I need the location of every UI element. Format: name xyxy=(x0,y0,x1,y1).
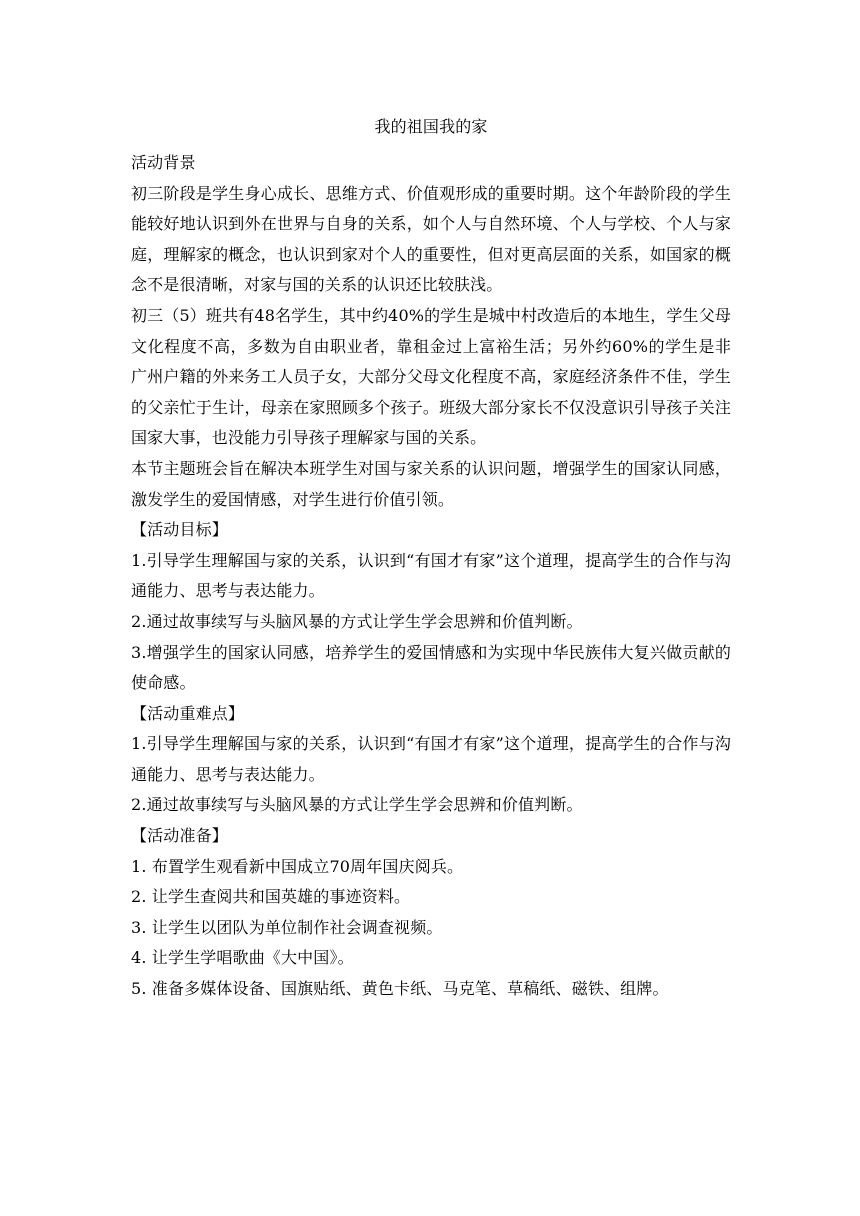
background-heading: 活动背景 xyxy=(131,153,196,172)
document-title: 我的祖国我的家 xyxy=(374,117,488,136)
goal-item: 2.通过故事续写与头脑风暴的方式让学生学会思辨和价值判断。 xyxy=(131,611,583,631)
prep-item: 3. 让学生以团队为单位制作社会调查视频。 xyxy=(131,917,443,937)
keypoint-item: 1.引导学生理解国与家的关系，认识到“有国才有家”这个道理，提高学生的合作与沟通能力、思考与表达能力。 xyxy=(131,734,731,784)
background-paragraph: 本节主题班会旨在解决本班学生对国与家关系的认识问题，增强学生的国家认同感，激发学生的爱国情感，对学生进行价值引领。 xyxy=(131,458,731,509)
goal-item: 1.引导学生理解国与家的关系，认识到“有国才有家”这个道理，提高学生的合作与沟通能力、思考与表达能力。 xyxy=(131,550,731,601)
background-paragraph: 初三阶段是学生身心成长、思维方式、价值观形成的重要时期。这个年龄阶段的学生能较好地认识到外在世界与自身的关系，如个人与自然环境、个人与学校、个人与家庭，理解家的概念，也认识到家对个人的重要性，但对更高层面的关系，如国家的概念不是很清晰，对家与国的关系的认识还比较肤浅。 xyxy=(131,183,731,295)
prep-item: 4. 让学生学唱歌曲《大中国》。 xyxy=(131,948,354,968)
prep-item: 2. 让学生查阅共和国英雄的事迹资料。 xyxy=(131,887,411,907)
document-page xyxy=(131,112,731,1005)
keypoints-heading: 【活动重难点】 xyxy=(131,703,245,723)
background-paragraph: 初三（5）班共有48名学生，其中约40%的学生是城中村改造后的本地生，学生父母文化程度不高，多数为自由职业者，靠租金过上富裕生活；另外约60%的学生是非广州户籍的外来务工人员子女，大部分父母文化程度不高，家庭经济条件不佳，学生的父亲忙于生计，母亲在家照顾多个孩子。班级大部分家长不仅没意识引导孩子关注国家大事，也没能力引导孩子理解家与国的关系。 xyxy=(131,305,731,448)
goal-item: 3.增强学生的国家认同感，培养学生的爱国情感和为实现中华民族伟大复兴做贡献的使命感。 xyxy=(131,642,731,693)
prep-heading: 【活动准备】 xyxy=(131,826,228,846)
keypoint-item: 2.通过故事续写与头脑风暴的方式让学生学会思辨和价值判断。 xyxy=(131,795,583,815)
prep-item: 5. 准备多媒体设备、国旗贴纸、黄色卡纸、马克笔、草稿纸、磁铁、组牌。 xyxy=(131,979,669,999)
prep-item: 1. 布置学生观看新中国成立70周年国庆阅兵。 xyxy=(131,856,464,876)
goals-heading: 【活动目标】 xyxy=(131,520,228,540)
